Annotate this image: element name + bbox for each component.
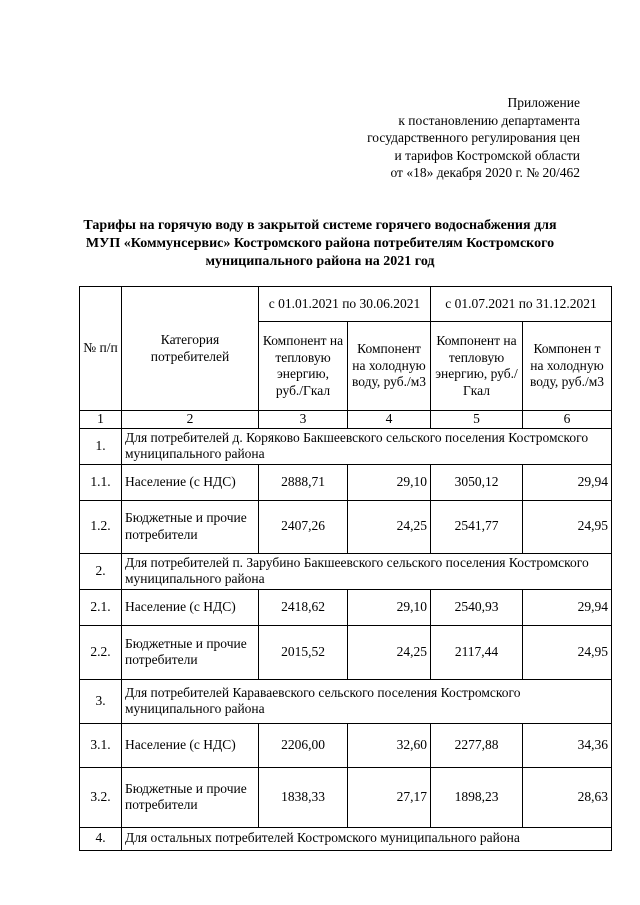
row-category: Бюджетные и прочие потребители bbox=[122, 500, 259, 553]
document-title bbox=[30, 217, 610, 271]
section-num: 4. bbox=[80, 827, 122, 850]
row-num: 1.1. bbox=[80, 464, 122, 500]
row-category: Население (с НДС) bbox=[122, 464, 259, 500]
section-title: Для потребителей д. Коряково Бакшеевского сельского поселения Костромского муниципального района bbox=[122, 428, 612, 464]
section-row bbox=[80, 428, 612, 464]
col-number: 6 bbox=[523, 411, 612, 429]
row-heat-1: 2407,26 bbox=[259, 500, 348, 553]
row-heat-1: 2418,62 bbox=[259, 589, 348, 625]
row-cold-1: 32,60 bbox=[348, 723, 431, 767]
row-heat-2: 2540,93 bbox=[431, 589, 523, 625]
table-row bbox=[80, 723, 612, 767]
row-cold-2: 29,94 bbox=[523, 464, 612, 500]
appendix-line: к постановлению департамента bbox=[398, 112, 580, 128]
appendix-line: и тарифов Костромской области bbox=[394, 147, 580, 163]
row-heat-2: 1898,23 bbox=[431, 767, 523, 827]
header-num: № п/п bbox=[80, 287, 122, 411]
header-period-2: с 01.07.2021 по 31.12.2021 bbox=[431, 287, 612, 322]
row-num: 2.2. bbox=[80, 625, 122, 679]
row-heat-2: 2541,77 bbox=[431, 500, 523, 553]
header-cold-component-1: Компонент на холодную воду, руб./м3 bbox=[348, 322, 431, 411]
header-heat-component-2: Компонент на тепловую энергию, руб./Гкал bbox=[431, 322, 523, 411]
table-row bbox=[80, 500, 612, 553]
section-num: 3. bbox=[80, 679, 122, 723]
col-number: 3 bbox=[259, 411, 348, 429]
section-num: 2. bbox=[80, 553, 122, 589]
section-title: Для остальных потребителей Костромского муниципального района bbox=[122, 827, 612, 850]
row-category: Население (с НДС) bbox=[122, 589, 259, 625]
row-cold-2: 24,95 bbox=[523, 625, 612, 679]
col-number: 1 bbox=[80, 411, 122, 429]
row-cold-2: 29,94 bbox=[523, 589, 612, 625]
row-cold-2: 34,36 bbox=[523, 723, 612, 767]
table-row bbox=[80, 589, 612, 625]
row-heat-2: 2277,88 bbox=[431, 723, 523, 767]
row-cold-2: 28,63 bbox=[523, 767, 612, 827]
title-line: МУП «Коммунсервис» Костромского района потребителям Костромского bbox=[85, 236, 555, 251]
col-number: 4 bbox=[348, 411, 431, 429]
row-heat-2: 3050,12 bbox=[431, 464, 523, 500]
section-row bbox=[80, 679, 612, 723]
column-numbers-row bbox=[80, 411, 612, 429]
title-line: муниципального района на 2021 год bbox=[205, 254, 435, 269]
row-heat-1: 2888,71 bbox=[259, 464, 348, 500]
row-heat-2: 2117,44 bbox=[431, 625, 523, 679]
header-heat-component-1: Компонент на тепловую энергию, руб./Гкал bbox=[259, 322, 348, 411]
row-cold-2: 24,95 bbox=[523, 500, 612, 553]
row-category: Бюджетные и прочие потребители bbox=[122, 625, 259, 679]
row-cold-1: 24,25 bbox=[348, 500, 431, 553]
row-cold-1: 27,17 bbox=[348, 767, 431, 827]
row-category: Бюджетные и прочие потребители bbox=[122, 767, 259, 827]
section-title: Для потребителей Караваевского сельского поселения Костромского муниципального района bbox=[122, 679, 612, 723]
row-num: 3.1. bbox=[80, 723, 122, 767]
row-heat-1: 1838,33 bbox=[259, 767, 348, 827]
row-category: Население (с НДС) bbox=[122, 723, 259, 767]
appendix-line: Приложение bbox=[507, 95, 580, 110]
appendix-block bbox=[367, 94, 580, 182]
table-row bbox=[80, 767, 612, 827]
row-num: 2.1. bbox=[80, 589, 122, 625]
table-row bbox=[80, 464, 612, 500]
row-cold-1: 29,10 bbox=[348, 589, 431, 625]
header-period-1: с 01.01.2021 по 30.06.2021 bbox=[259, 287, 431, 322]
appendix-line: от «18» декабря 2020 г. № 20/462 bbox=[390, 165, 580, 180]
row-heat-1: 2206,00 bbox=[259, 723, 348, 767]
col-number: 2 bbox=[122, 411, 259, 429]
section-num: 1. bbox=[80, 428, 122, 464]
appendix-line: государственного регулирования цен bbox=[367, 130, 580, 145]
tariffs-table bbox=[79, 286, 612, 851]
row-cold-1: 24,25 bbox=[348, 625, 431, 679]
section-title: Для потребителей п. Зарубино Бакшеевского сельского поселения Костромского муниципального района bbox=[122, 553, 612, 589]
title-line: Тарифы на горячую воду в закрытой системе горячего водоснабжения для bbox=[83, 218, 557, 233]
header-cold-component-2: Компонен т на холодную воду, руб./м3 bbox=[523, 322, 612, 411]
header-category: Категория потребителей bbox=[122, 287, 259, 411]
row-num: 1.2. bbox=[80, 500, 122, 553]
row-num: 3.2. bbox=[80, 767, 122, 827]
row-heat-1: 2015,52 bbox=[259, 625, 348, 679]
section-row bbox=[80, 827, 612, 850]
row-cold-1: 29,10 bbox=[348, 464, 431, 500]
col-number: 5 bbox=[431, 411, 523, 429]
section-row bbox=[80, 553, 612, 589]
table-row bbox=[80, 625, 612, 679]
